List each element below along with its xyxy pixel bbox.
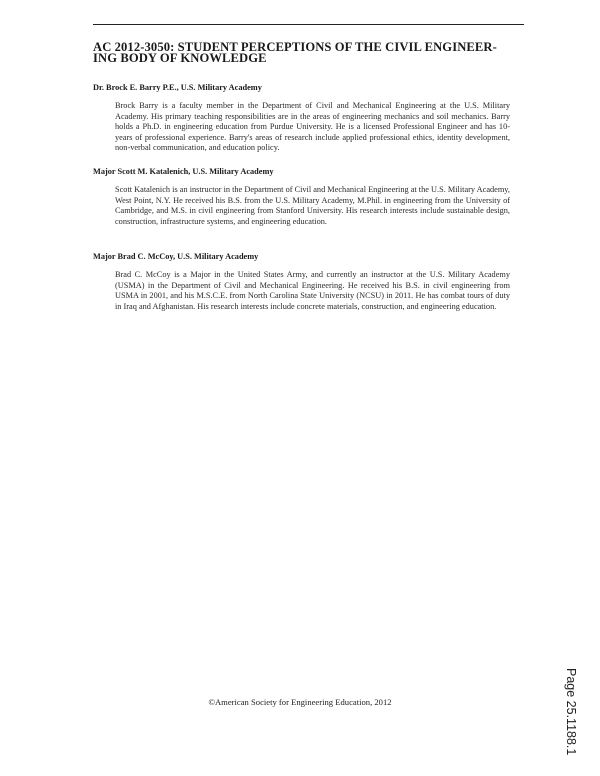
- author-name-katalenich: Major Scott M. Katalenich, U.S. Military Academy: [93, 167, 274, 176]
- author-name-barry: Dr. Brock E. Barry P.E., U.S. Military Academy: [93, 83, 262, 92]
- paper-title: AC 2012-3050: STUDENT PERCEPTIONS OF THE CIVIL ENGINEER- ING BODY OF KNOWLEDGE: [93, 40, 497, 65]
- author-bio-mccoy: Brad C. McCoy is a Major in the United States Army, and currently an instructor at the U.S. Military Academy (USMA) in the Department of Civil and Mechanical Engineering. He received his B.S. in civil engineering from USMA in 2001, and his M.S.C.E. from North Carolina State University (NCSU) in 2011. He has combat tours of duty in Iraq and Afghanistan. His research interests include concrete materials, construction, and engineering education.: [115, 270, 510, 311]
- author-bio-katalenich: Scott Katalenich is an instructor in the Department of Civil and Mechanical Engineering at the U.S. Military Academy, West Point, N.Y. He received his B.S. from the U.S. Military Academy, M.Phil. in engineering from the University of Cambridge, and M.S. in civil engineering from Stanford University. His research interests include sustainable design, construction, infrastructure systems, and engineering education.: [115, 185, 510, 226]
- page-number-stamp: Page 25.1188.1: [564, 668, 578, 756]
- author-name-mccoy: Major Brad C. McCoy, U.S. Military Academy: [93, 252, 259, 261]
- author-bio-barry: Brock Barry is a faculty member in the Department of Civil and Mechanical Engineering at the U.S. Military Academy. His primary teaching responsibilities are in the areas of engineering mechanics and soil mechanics. Barry holds a Ph.D. in engineering education from Purdue University. He is a licensed Professional Engineer and has 10-years of professional experience. Barry's areas of research include applied professional ethics, identity development, non-verbal communication, and education policy.: [115, 101, 510, 152]
- copyright-footer: ©American Society for Engineering Education, 2012: [208, 697, 392, 707]
- header-rule: [93, 24, 524, 25]
